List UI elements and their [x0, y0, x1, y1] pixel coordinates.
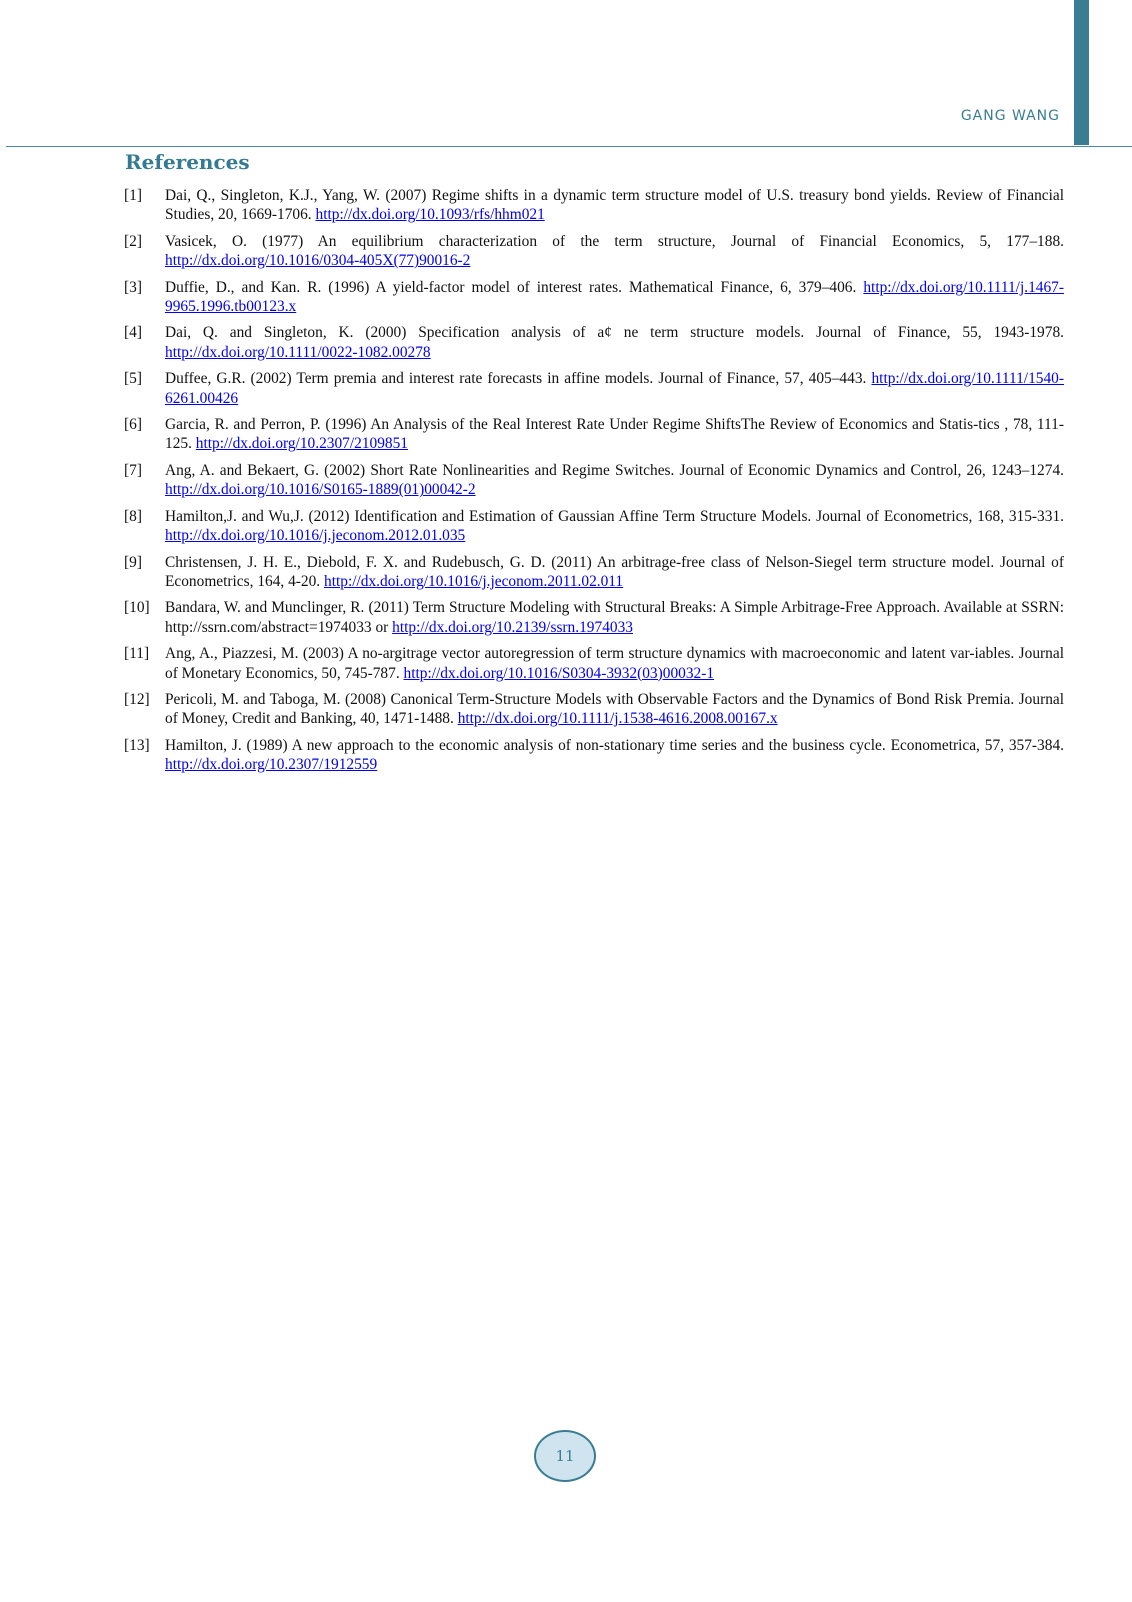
reference-doi-link[interactable]: http://dx.doi.org/10.1093/rfs/hhm021 [315, 206, 545, 224]
reference-text: Duffie, D., and Kan. R. (1996) A yield-factor model of interest rates. Mathematical Finance, 6, 379–406. [165, 278, 857, 296]
reference-item [124, 278, 1064, 317]
reference-text: Pericoli, M. and Taboga, M. (2008) Canonical Term-Structure Models with Observable Factors and the Dynamics of Bond Risk Premia. Journal of Money, Credit and Banking, 40, 1471-1488. [165, 690, 1064, 728]
reference-number: [1] [124, 187, 142, 204]
reference-number: [7] [124, 461, 142, 479]
reference-item [124, 690, 1064, 729]
reference-text: Bandara, W. and Munclinger, R. (2011) Term Structure Modeling with Structural Breaks: A Simple Arbitrage-Free Approach. Available at SSRN: http://ssrn.com/abstract=1974033 or [165, 599, 1064, 636]
page-number-badge: 11 [534, 1430, 596, 1482]
running-head: GANG WANG [960, 108, 1060, 124]
reference-text: Vasicek, O. (1977) An equilibrium characterization of the term structure, Journal of Financial Economics, 5, 177–188. [165, 232, 1064, 250]
reference-doi-link[interactable]: http://dx.doi.org/10.2307/2109851 [195, 435, 408, 453]
reference-number: [11] [124, 645, 150, 663]
section-title: References [125, 150, 250, 174]
reference-text: Duffee, G.R. (2002) Term premia and interest rate forecasts in affine models. Journal of Finance, 57, 405–443. [165, 370, 867, 388]
reference-item [124, 232, 1064, 271]
reference-number: [12] [124, 690, 150, 708]
reference-item [124, 507, 1064, 546]
reference-doi-link[interactable]: http://dx.doi.org/10.2307/1912559 [165, 756, 378, 774]
reference-doi-link[interactable]: http://dx.doi.org/10.1016/0304-405X(77)90016-2 [165, 252, 471, 270]
reference-text: Dai, Q. and Singleton, K. (2000) Specification analysis of a¢ ne term structure models. Journal of Finance, 55, 1943-1978. [165, 324, 1064, 342]
reference-doi-link[interactable]: http://dx.doi.org/10.1111/1540-6261.00426 [165, 370, 1064, 407]
reference-number: [9] [124, 553, 142, 571]
header-divider [6, 146, 1132, 147]
reference-number: [6] [124, 416, 142, 434]
reference-doi-link[interactable]: http://dx.doi.org/10.1111/j.1467-9965.1996.tb00123.x [165, 278, 1064, 316]
header-accent-bar [1074, 0, 1089, 145]
reference-item [124, 598, 1064, 637]
reference-item [124, 323, 1064, 362]
reference-doi-link[interactable]: http://dx.doi.org/10.1016/S0304-3932(03)00032-1 [403, 664, 715, 682]
reference-doi-link[interactable]: http://dx.doi.org/10.1111/0022-1082.00278 [165, 343, 431, 361]
reference-item [124, 461, 1064, 500]
reference-item [124, 186, 1064, 225]
reference-text: Garcia, R. and Perron, P. (1996) An Analysis of the Real Interest Rate Under Regime ShiftsThe Review of Economics and Statis-tics , 78, 111-125. [165, 416, 1064, 453]
reference-item [124, 644, 1064, 683]
reference-doi-link[interactable]: http://dx.doi.org/10.1016/j.jeconom.2012.01.035 [165, 527, 466, 545]
reference-list [124, 186, 1064, 782]
reference-text: Ang, A. and Bekaert, G. (2002) Short Rate Nonlinearities and Regime Switches. Journal of Economic Dynamics and Control, 26, 1243–1274. [165, 461, 1064, 479]
reference-number: [3] [124, 278, 142, 296]
reference-number: [8] [124, 507, 142, 525]
reference-text: Christensen, J. H. E., Diebold, F. X. and Rudebusch, G. D. (2011) An arbitrage-free class of Nelson-Siegel term structure model. Journal of Econometrics, 164, 4-20. [165, 553, 1064, 590]
reference-doi-link[interactable]: http://dx.doi.org/10.1016/j.jeconom.2011.02.011 [324, 572, 624, 590]
reference-text: Hamilton,J. and Wu,J. (2012) Identification and Estimation of Gaussian Affine Term Structure Models. Journal of Econometrics, 168, 315-331. [165, 507, 1064, 525]
reference-text: Hamilton, J. (1989) A new approach to the economic analysis of non-stationary time series and the business cycle. Econometrica, 57, 357-384. [165, 736, 1064, 754]
reference-number: [4] [124, 324, 142, 342]
reference-number: [10] [124, 599, 150, 617]
reference-text: Ang, A., Piazzesi, M. (2003) A no-argitrage vector autoregression of term structure dynamics with macroeconomic and latent var-iables. Journal of Monetary Economics, 50, 745-787. [165, 645, 1064, 682]
reference-doi-link[interactable]: http://dx.doi.org/10.2139/ssrn.1974033 [392, 618, 633, 636]
reference-doi-link[interactable]: http://dx.doi.org/10.1016/S0165-1889(01)00042-2 [165, 481, 476, 499]
reference-item [124, 415, 1064, 454]
reference-number: [5] [124, 370, 142, 388]
reference-text: Dai, Q., Singleton, K.J., Yang, W. (2007) Regime shifts in a dynamic term structure model of U.S. treasury bond yields. Review of Financial Studies, 20, 1669-1706. [165, 187, 1064, 224]
reference-item [124, 553, 1064, 592]
reference-item [124, 736, 1064, 775]
reference-doi-link[interactable]: http://dx.doi.org/10.1111/j.1538-4616.2008.00167.x [457, 710, 778, 728]
reference-item [124, 369, 1064, 408]
reference-number: [13] [124, 736, 150, 754]
reference-number: [2] [124, 232, 142, 250]
